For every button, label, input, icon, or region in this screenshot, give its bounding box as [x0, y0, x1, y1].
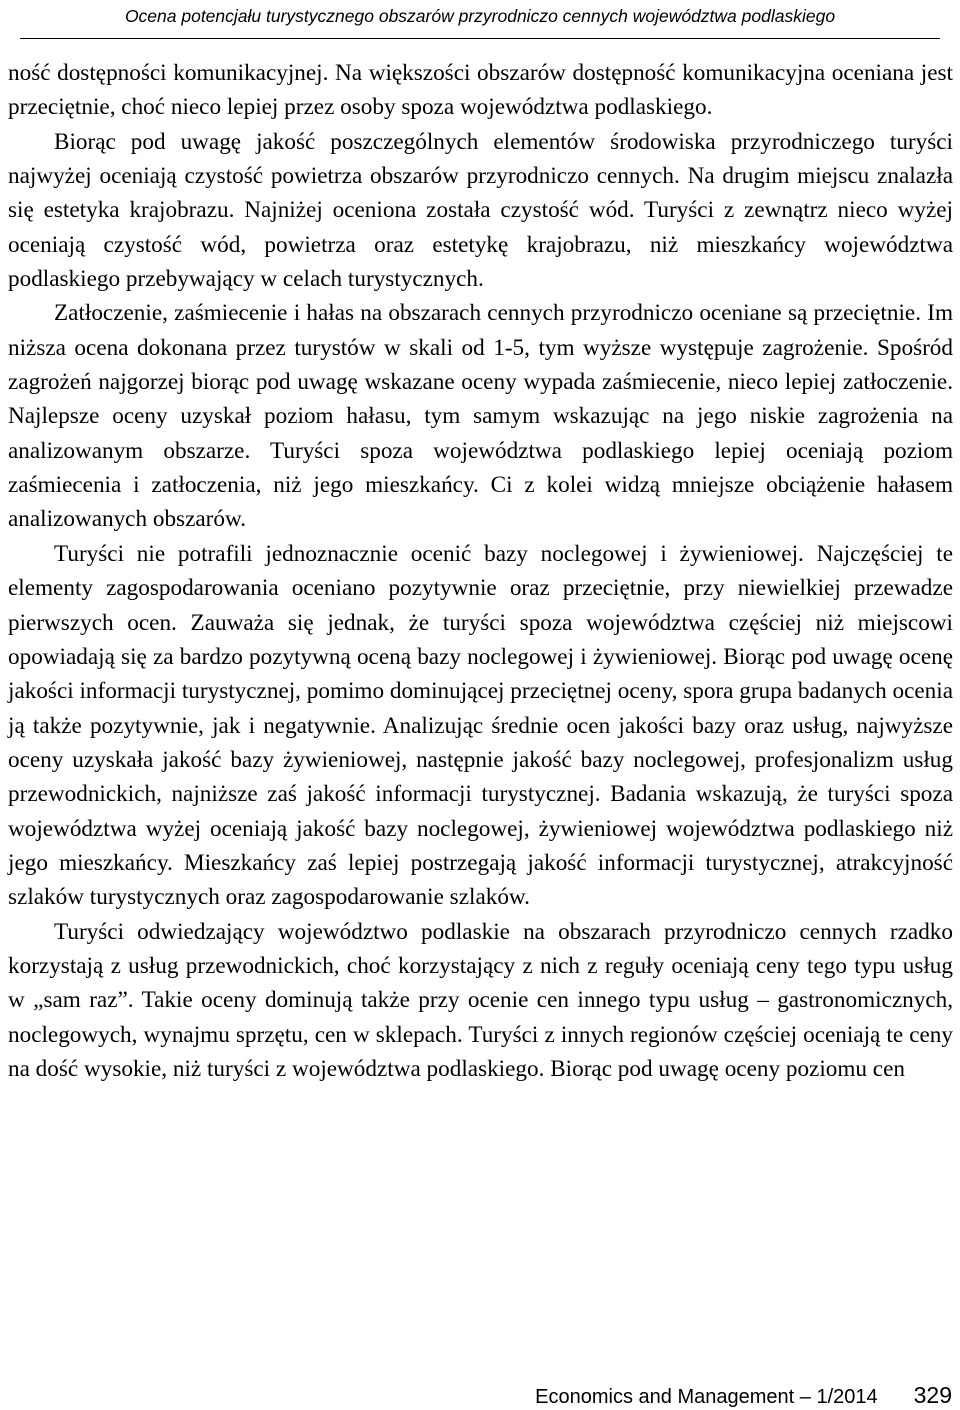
paragraph: Turyści odwiedzający województwo podlaskie na obszarach przyrodniczo cennych rzadko korzystają z usług przewodnickich, choć korzystający z nich z reguły oceniają ceny tego typu usług w „sam raz”. Takie oceny dominują także przy ocenie cen innego typu usług – gastronomicznych, noclegowych, wynajmu sprzętu, cen w sklepach. Turyści z innych regionów częściej oceniają te ceny na dość wysokie, niż turyści z województwa podlaskiego. Biorąc pod uwagę oceny poziomu cen: [8, 918, 953, 1082]
paragraph: Zatłoczenie, zaśmiecenie i hałas na obszarach cennych przyrodniczo oceniane są przeciętnie. Im niższa ocena dokonana przez turystów w skali od 1-5, tym wyższe występuje zagrożenie. Spośród zagrożeń najgorzej biorąc pod uwagę wskazane oceny wypada zaśmiecenie, nieco lepiej zatłoczenie. Najlepsze oceny uzyskał poziom hałasu, tym samym wskazując na jego niskie zagrożenia na analizowanym obszarze. Turyści spoza województwa podlaskiego lepiej oceniają poziom zaśmiecenia i zatłoczenia, niż jego mieszkańcy. Ci z kolei widzą mniejsze obciążenie hałasem analizowanych obszarów.: [8, 300, 953, 533]
paragraph: ność dostępności komunikacyjnej. Na większości obszarów dostępność komunikacyjna oceniana jest przeciętnie, choć nieco lepiej przez osoby spoza województwa podlaskiego.: [8, 60, 953, 121]
page-number: 329: [913, 1382, 952, 1408]
page-footer: [535, 1382, 952, 1409]
paragraph: Biorąc pod uwagę jakość poszczególnych elementów środowiska przyrodniczego turyści najwyżej oceniają czystość powietrza obszarów przyrodniczo cennych. Na drugim miejscu znalazła się estetyka krajobrazu. Najniżej oceniona została czystość wód. Turyści z zewnątrz nieco wyżej oceniają czystość wód, powietrza oraz estetykę krajobrazu, niż mieszkańcy województwa podlaskiego przebywający w celach turystycznych.: [8, 128, 953, 293]
journal-citation: Economics and Management – 1/2014: [535, 1386, 878, 1408]
running-title: Ocena potencjału turystycznego obszarów przyrodniczo cennych województwa podlaskiego: [124, 5, 836, 26]
article-body: [8, 56, 953, 1086]
paragraph: Turyści nie potrafili jednoznacznie ocenić bazy noclegowej i żywieniowej. Najczęściej te elementy zagospodarowania oceniano pozytywnie oraz przeciętnie, przy niewielkiej przewadze pierwszych ocen. Zauważa się jednak, że turyści spoza województwa częściej niż miejscowi opowiadają się za bardzo pozytywną oceną bazy noclegowej i żywieniowej. Biorąc pod uwagę ocenę jakości informacji turystycznej, pomimo dominującej przeciętnej oceny, spora grupa badanych ocenia ją także pozytywnie, jak i negatywnie. Analizując średnie ocen jakości bazy oraz usług, najwyższe oceny uzyskała jakość bazy żywieniowej, następnie jakość bazy noclegowej, profesjonalizm usług przewodnickich, najniższe zaś jakość informacji turystycznej. Badania wskazują, że turyści spoza województwa wyżej oceniają jakość bazy noclegowej, żywieniowej województwa podlaskiego niż jego mieszkańcy. Mieszkańcy zaś lepiej postrzegają jakość informacji turystycznej, atrakcyjność szlaków turystycznych oraz zagospodarowanie szlaków.: [8, 540, 953, 911]
running-header: [20, 0, 940, 39]
